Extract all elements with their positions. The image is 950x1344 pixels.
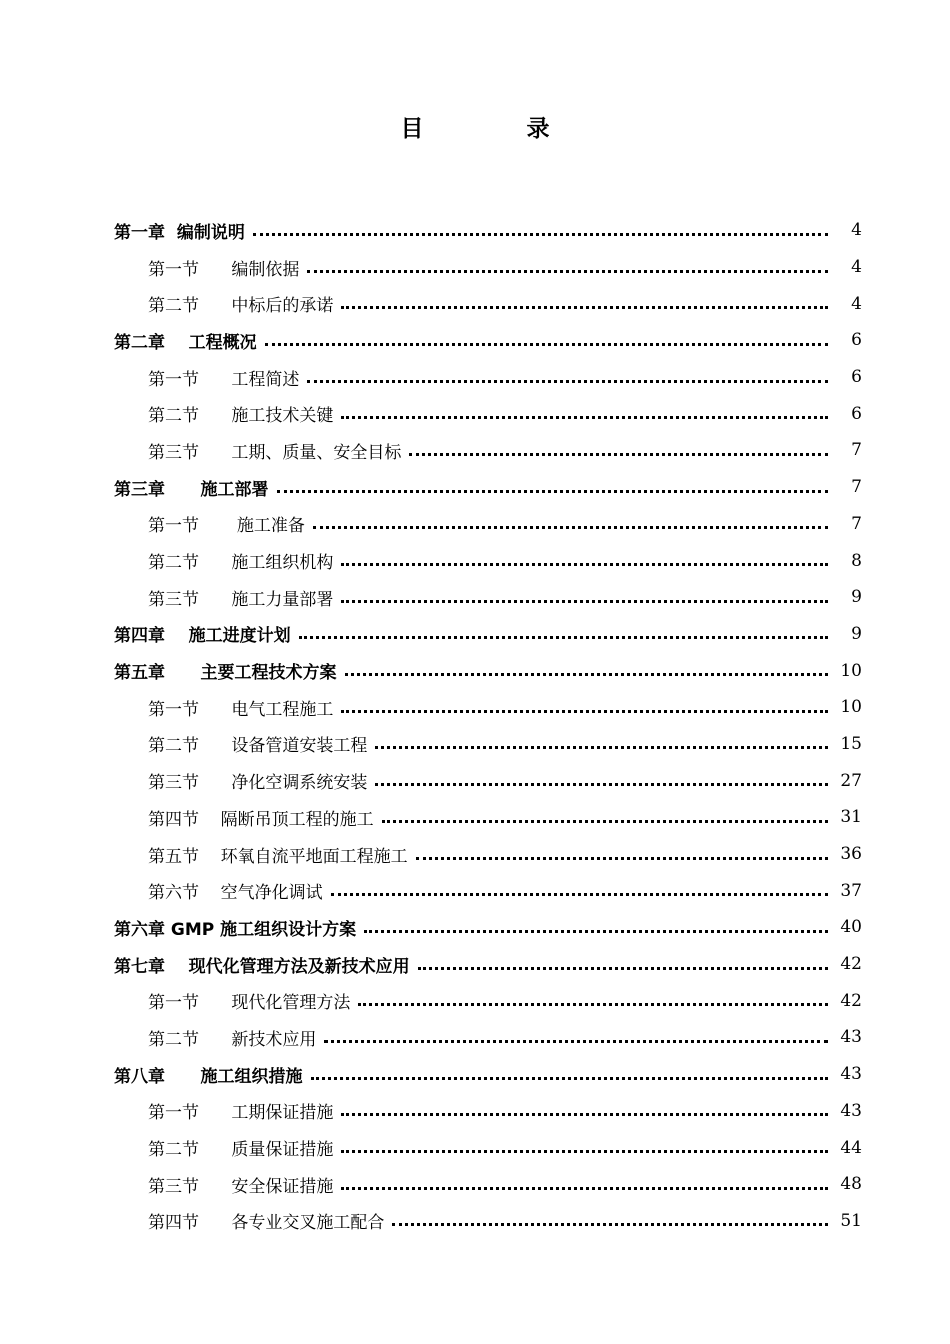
toc-chapter-entry[interactable]: [0, 909, 950, 946]
dot-leader: [277, 490, 828, 493]
toc-page-number: 4: [851, 220, 862, 241]
toc-section-entry[interactable]: [0, 1129, 950, 1166]
toc-entry-label: 第二节 施工组织机构: [148, 553, 334, 574]
toc-entry-label: 第一章 编制说明: [114, 222, 245, 243]
dot-leader: [341, 563, 828, 566]
toc-entry-label: 第三节 净化空调系统安装: [148, 773, 368, 794]
toc-entry-label: 第三节 工期、质量、安全目标: [148, 442, 402, 463]
toc-page-number: 42: [840, 990, 862, 1011]
toc-entry-label: 第一节 工程简述: [148, 369, 300, 390]
toc-entry-label: 第六章 GMP 施工组织设计方案: [114, 919, 357, 940]
toc-chapter-entry[interactable]: [0, 212, 950, 249]
toc-entry-label: 第八章 施工组织措施: [114, 1066, 303, 1087]
dot-leader: [299, 636, 828, 639]
toc-entry-label: 第一节 电气工程施工: [148, 699, 334, 720]
dot-leader: [265, 343, 828, 346]
dot-leader: [375, 783, 828, 786]
toc-page-number: 7: [851, 440, 862, 461]
toc-entry-label: 第四节 各专业交叉施工配合: [148, 1213, 385, 1234]
toc-section-entry[interactable]: [0, 1093, 950, 1130]
toc-page-number: 6: [851, 403, 862, 424]
toc-page-number: 48: [840, 1174, 862, 1195]
toc-section-entry[interactable]: [0, 542, 950, 579]
toc-section-entry[interactable]: [0, 836, 950, 873]
dot-leader: [253, 233, 828, 236]
toc-section-entry[interactable]: [0, 285, 950, 322]
toc-chapter-entry[interactable]: [0, 616, 950, 653]
toc-entry-label: 第七章 现代化管理方法及新技术应用: [114, 956, 410, 977]
toc-entry-label: 第六节 空气净化调试: [148, 883, 323, 904]
toc-entry-label: 第五章 主要工程技术方案: [114, 663, 337, 684]
toc-page-number: 43: [840, 1064, 862, 1085]
toc-page-number: 10: [840, 697, 862, 718]
dot-leader: [307, 270, 828, 273]
dot-leader: [341, 600, 828, 603]
toc-page-number: 36: [840, 844, 862, 865]
toc-page-number: 44: [840, 1137, 862, 1158]
toc-section-entry[interactable]: [0, 872, 950, 909]
toc-entry-label: 第三节 安全保证措施: [148, 1176, 334, 1197]
toc-page-number: 43: [840, 1027, 862, 1048]
toc-entry-label: 第二章 工程概况: [114, 332, 257, 353]
dot-leader: [358, 1003, 828, 1006]
dot-leader: [409, 453, 828, 456]
dot-leader: [307, 380, 828, 383]
toc-entry-label: 第一节 施工准备: [148, 516, 305, 537]
toc-entry-label: 第二节 中标后的承诺: [148, 296, 334, 317]
dot-leader: [341, 1187, 828, 1190]
toc-page-number: 6: [851, 330, 862, 351]
toc-section-entry[interactable]: [0, 1166, 950, 1203]
toc-entry-label: 第四章 施工进度计划: [114, 626, 291, 647]
toc-section-entry[interactable]: [0, 432, 950, 469]
toc-section-entry[interactable]: [0, 799, 950, 836]
toc-page-number: 9: [851, 587, 862, 608]
toc-page-number: 31: [840, 807, 862, 828]
toc-chapter-entry[interactable]: [0, 469, 950, 506]
toc-chapter-entry[interactable]: [0, 1056, 950, 1093]
dot-leader: [341, 1113, 828, 1116]
toc-entry-label: 第一节 工期保证措施: [148, 1103, 334, 1124]
toc-entry-label: 第一节 现代化管理方法: [148, 993, 351, 1014]
toc-page-number: 6: [851, 367, 862, 388]
toc-page-number: 4: [851, 257, 862, 278]
toc-title: 目 录: [400, 116, 590, 142]
dot-leader: [341, 710, 828, 713]
toc-entry-label: 第四节 隔断吊顶工程的施工: [148, 809, 374, 830]
toc-chapter-entry[interactable]: [0, 322, 950, 359]
toc-page-number: 51: [840, 1210, 862, 1231]
toc-entry-label: 第一节 编制依据: [148, 259, 300, 280]
toc-page-number: 15: [840, 733, 862, 754]
toc-section-entry[interactable]: [0, 395, 950, 432]
toc-section-entry[interactable]: [0, 982, 950, 1019]
toc-entry-label: 第二节 质量保证措施: [148, 1140, 334, 1161]
toc-page-number: 8: [851, 550, 862, 571]
toc-page-number: 43: [840, 1100, 862, 1121]
toc-page-number: 4: [851, 293, 862, 314]
dot-leader: [341, 416, 828, 419]
dot-leader: [392, 1223, 828, 1226]
toc-section-entry[interactable]: [0, 249, 950, 286]
dot-leader: [364, 930, 828, 933]
toc-entry-label: 第二节 设备管道安装工程: [148, 736, 368, 757]
toc-section-entry[interactable]: [0, 359, 950, 396]
dot-leader: [418, 967, 828, 970]
toc-page-number: 27: [840, 770, 862, 791]
dot-leader: [345, 673, 828, 676]
dot-leader: [311, 1077, 828, 1080]
toc-section-entry[interactable]: [0, 579, 950, 616]
toc-section-entry[interactable]: [0, 1019, 950, 1056]
toc-page-number: 10: [840, 660, 862, 681]
dot-leader: [416, 857, 828, 860]
dot-leader: [382, 820, 828, 823]
toc-section-entry[interactable]: [0, 726, 950, 763]
toc-page-number: 37: [840, 880, 862, 901]
toc-page-number: 7: [851, 513, 862, 534]
toc-section-entry[interactable]: [0, 689, 950, 726]
toc-section-entry[interactable]: [0, 762, 950, 799]
toc-page-number: 9: [851, 623, 862, 644]
dot-leader: [375, 746, 828, 749]
toc-page-number: 40: [840, 917, 862, 938]
toc-section-entry[interactable]: [0, 506, 950, 543]
dot-leader: [331, 893, 828, 896]
dot-leader: [324, 1040, 828, 1043]
toc-page-number: 7: [851, 477, 862, 498]
toc-entry-label: 第三节 施工力量部署: [148, 589, 334, 610]
toc-section-entry[interactable]: [0, 1203, 950, 1240]
toc-entry-label: 第二节 新技术应用: [148, 1029, 317, 1050]
toc-chapter-entry[interactable]: [0, 946, 950, 983]
toc-entry-label: 第五节 环氧自流平地面工程施工: [148, 846, 408, 867]
table-of-contents: [0, 212, 950, 1239]
dot-leader: [341, 306, 828, 309]
dot-leader: [313, 526, 828, 529]
toc-chapter-entry[interactable]: [0, 652, 950, 689]
toc-entry-label: 第二节 施工技术关键: [148, 406, 334, 427]
dot-leader: [341, 1150, 828, 1153]
toc-entry-label: 第三章 施工部署: [114, 479, 269, 500]
toc-page-number: 42: [840, 954, 862, 975]
